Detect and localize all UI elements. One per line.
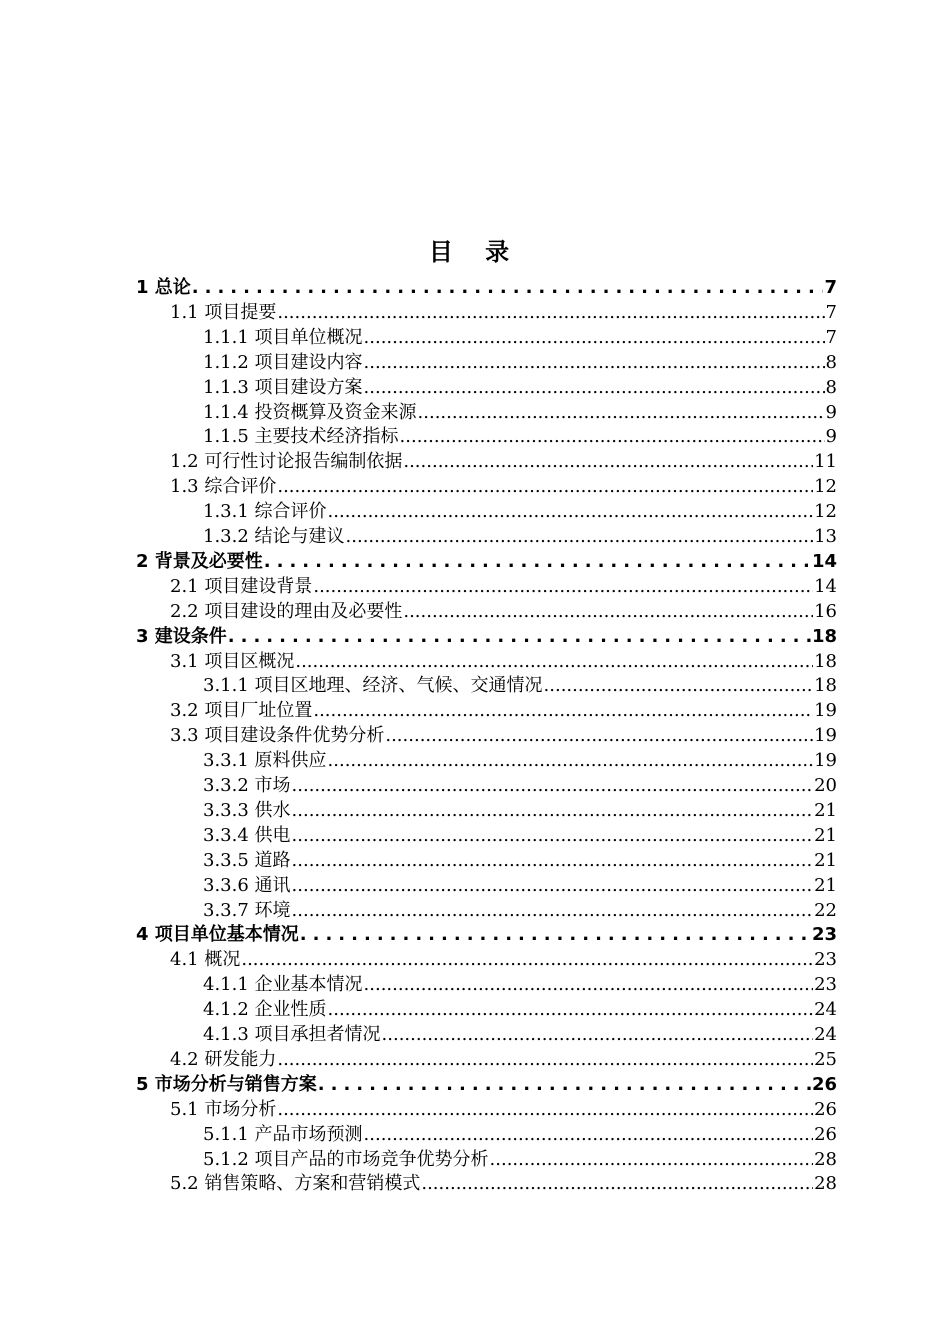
toc-entry-level-3[interactable] (203, 873, 837, 898)
toc-entry-level-1[interactable] (136, 922, 837, 947)
toc-entry-label: 3.3.3 供水 (203, 799, 291, 821)
toc-entry-page-number: 28 (814, 1173, 837, 1195)
toc-entry-level-3[interactable] (203, 798, 837, 823)
toc-leader-dots (400, 424, 825, 449)
toc-entry-level-3[interactable] (203, 972, 837, 997)
toc-leader-dots (490, 1147, 814, 1172)
toc-leader-dots (241, 947, 813, 972)
toc-leader-dots (192, 275, 824, 300)
toc-entry-level-2[interactable] (170, 474, 837, 499)
toc-entry-level-3[interactable] (203, 1022, 837, 1047)
toc-entry-level-1[interactable] (136, 1072, 837, 1097)
toc-entry-label: 3 建设条件 (136, 625, 227, 647)
toc-entry-level-2[interactable] (170, 449, 837, 474)
toc-leader-dots (264, 549, 811, 574)
toc-entry-level-3[interactable] (203, 350, 837, 375)
toc-leader-dots (346, 524, 814, 549)
toc-entry-label: 5.1.1 产品市场预测 (203, 1123, 363, 1145)
toc-entry-level-3[interactable] (203, 673, 837, 698)
toc-leader-dots (295, 649, 813, 674)
toc-entry-label: 4.1.2 企业性质 (203, 999, 327, 1021)
toc-entry-label: 5 市场分析与销售方案 (136, 1073, 317, 1095)
toc-entry-page-number: 23 (811, 924, 837, 946)
toc-entry-page-number: 12 (814, 476, 837, 498)
toc-entry-label: 2.2 项目建设的理由及必要性 (170, 600, 403, 622)
toc-leader-dots (292, 848, 814, 873)
toc-leader-dots (328, 997, 814, 1022)
toc-leader-dots (277, 300, 824, 325)
toc-leader-dots (292, 798, 814, 823)
toc-entry-page-number: 13 (814, 526, 837, 547)
toc-leader-dots (421, 1171, 813, 1196)
toc-leader-dots (364, 375, 825, 400)
toc-entry-label: 4.1 概况 (170, 949, 241, 971)
toc-entry-label: 3.2 项目厂址位置 (170, 700, 313, 722)
toc-entry-label: 1 总论 (136, 277, 191, 298)
toc-entry-page-number: 21 (814, 849, 837, 871)
toc-entry-level-3[interactable] (203, 848, 837, 873)
toc-entry-label: 1.1.4 投资概算及资金来源 (203, 401, 417, 423)
toc-leader-dots (292, 773, 814, 798)
toc-entry-page-number: 19 (814, 700, 837, 722)
toc-entry-label: 3.3.2 市场 (203, 775, 291, 796)
toc-entry-level-3[interactable] (203, 1147, 837, 1172)
toc-entry-level-2[interactable] (170, 947, 837, 972)
toc-entry-label: 1.1.2 项目建设内容 (203, 351, 363, 373)
toc-entry-label: 1.3.2 结论与建议 (203, 526, 345, 547)
toc-entry-page-number: 8 (825, 351, 837, 373)
toc-entry-level-2[interactable] (170, 698, 837, 723)
toc-entry-page-number: 18 (814, 675, 837, 697)
toc-entry-level-3[interactable] (203, 1122, 837, 1147)
toc-entry-level-3[interactable] (203, 499, 837, 524)
toc-entry-page-number: 22 (814, 899, 837, 921)
toc-leader-dots (318, 1072, 811, 1097)
toc-leader-dots (313, 698, 813, 723)
toc-entry-level-3[interactable] (203, 748, 837, 773)
toc-leader-dots (328, 499, 814, 524)
toc-entry-page-number: 8 (825, 376, 837, 398)
toc-leader-dots (544, 673, 814, 698)
toc-entry-page-number: 21 (814, 799, 837, 821)
toc-leader-dots (292, 873, 814, 898)
toc-leader-dots (313, 574, 813, 599)
toc-entry-level-3[interactable] (203, 325, 837, 350)
toc-leader-dots (364, 972, 814, 997)
toc-entry-label: 3.3.7 环境 (203, 899, 291, 921)
toc-entry-page-number: 9 (825, 426, 837, 448)
toc-entry-level-3[interactable] (203, 424, 837, 449)
toc-leader-dots (228, 624, 811, 649)
toc-entry-level-3[interactable] (203, 823, 837, 848)
toc-entry-level-2[interactable] (170, 1097, 837, 1122)
toc-entry-label: 1.2 可行性讨论报告编制依据 (170, 451, 403, 473)
toc-leader-dots (277, 1097, 813, 1122)
toc-entry-label: 3.3.5 道路 (203, 849, 291, 871)
toc-leader-dots (418, 400, 825, 425)
toc-entry-page-number: 26 (814, 1098, 837, 1120)
toc-entry-label: 2 背景及必要性 (136, 550, 263, 572)
toc-leader-dots (403, 449, 813, 474)
toc-entry-page-number: 26 (811, 1073, 837, 1095)
toc-entry-page-number: 9 (825, 401, 837, 423)
toc-entry-label: 1.1.1 项目单位概况 (203, 326, 363, 348)
toc-entry-label: 3.1.1 项目区地理、经济、气候、交通情况 (203, 675, 543, 697)
toc-entry-level-2[interactable] (170, 723, 837, 748)
toc-entry-level-2[interactable] (170, 300, 837, 325)
toc-leader-dots (385, 723, 813, 748)
toc-entry-level-2[interactable] (170, 1171, 837, 1196)
toc-entry-label: 3.3.4 供电 (203, 824, 291, 846)
toc-entry-level-3[interactable] (203, 773, 837, 798)
toc-leader-dots (403, 599, 813, 624)
toc-entry-label: 4.1.1 企业基本情况 (203, 974, 363, 996)
toc-entry-label: 4 项目单位基本情况 (136, 924, 299, 946)
toc-entry-page-number: 20 (814, 775, 837, 796)
toc-leader-dots (328, 748, 814, 773)
toc-entry-page-number: 21 (814, 874, 837, 896)
toc-entry-level-1[interactable] (136, 549, 837, 574)
toc-entry-label: 1.1 项目提要 (170, 301, 277, 323)
toc-entry-page-number: 24 (814, 999, 837, 1021)
toc-entry-page-number: 19 (814, 725, 837, 747)
toc-entry-label: 3.3.1 原料供应 (203, 750, 327, 772)
toc-title: 目 录 (428, 238, 522, 266)
toc-entry-page-number: 28 (814, 1148, 837, 1170)
toc-leader-dots (292, 823, 814, 848)
toc-entry-page-number: 21 (814, 824, 837, 846)
toc-entry-page-number: 18 (811, 625, 837, 647)
toc-leader-dots (364, 1122, 814, 1147)
toc-entry-label: 5.2 销售策略、方案和营销模式 (170, 1173, 421, 1195)
toc-entry-page-number: 23 (814, 974, 837, 996)
toc-leader-dots (292, 898, 814, 923)
toc-entry-label: 5.1 市场分析 (170, 1098, 277, 1120)
toc-entry-page-number: 7 (825, 326, 837, 348)
toc-entry-page-number: 25 (814, 1048, 837, 1070)
toc-entry-page-number: 14 (811, 550, 837, 572)
toc-entry-label: 3.3.6 通讯 (203, 874, 291, 896)
toc-entry-page-number: 7 (825, 301, 837, 323)
toc-entry-level-1[interactable] (136, 624, 837, 649)
toc-entry-level-3[interactable] (203, 997, 837, 1022)
toc-entry-page-number: 11 (814, 451, 837, 473)
toc-entry-page-number: 19 (814, 750, 837, 772)
toc-leader-dots (364, 325, 825, 350)
toc-entry-level-1[interactable] (136, 275, 837, 300)
toc-entry-page-number: 18 (814, 650, 837, 672)
toc-leader-dots (300, 922, 811, 947)
toc-entry-label: 1.1.3 项目建设方案 (203, 376, 363, 398)
toc-entry-level-2[interactable] (170, 649, 837, 674)
toc-entry-level-2[interactable] (170, 574, 837, 599)
toc-entry-label: 5.1.2 项目产品的市场竞争优势分析 (203, 1148, 489, 1170)
toc-entry-label: 3.3 项目建设条件优势分析 (170, 725, 385, 747)
toc-entry-label: 2.1 项目建设背景 (170, 575, 313, 597)
toc-entry-page-number: 12 (814, 501, 837, 523)
toc-entry-level-3[interactable] (203, 898, 837, 923)
toc-entry-level-3[interactable] (203, 375, 837, 400)
toc-entry-page-number: 14 (814, 575, 837, 597)
toc-entry-label: 3.1 项目区概况 (170, 650, 295, 672)
toc-leader-dots (382, 1022, 814, 1047)
toc-entry-page-number: 24 (814, 1024, 837, 1045)
toc-entry-level-2[interactable] (170, 599, 837, 624)
toc-leader-dots (364, 350, 825, 375)
toc-leader-dots (277, 1047, 813, 1072)
toc-entry-label: 1.1.5 主要技术经济指标 (203, 426, 399, 448)
toc-entry-page-number: 26 (814, 1123, 837, 1145)
toc-entry-page-number: 16 (814, 600, 837, 622)
toc-entry-label: 1.3.1 综合评价 (203, 501, 327, 523)
toc-entry-level-3[interactable] (203, 524, 837, 549)
toc-entry-level-3[interactable] (203, 400, 837, 425)
toc-entry-level-2[interactable] (170, 1047, 837, 1072)
toc-leader-dots (277, 474, 813, 499)
toc-entry-label: 1.3 综合评价 (170, 476, 277, 498)
toc-entry-label: 4.2 研发能力 (170, 1048, 277, 1070)
toc-entry-page-number: 23 (814, 949, 837, 971)
toc-entry-label: 4.1.3 项目承担者情况 (203, 1024, 381, 1045)
toc-entry-page-number: 7 (824, 277, 837, 298)
